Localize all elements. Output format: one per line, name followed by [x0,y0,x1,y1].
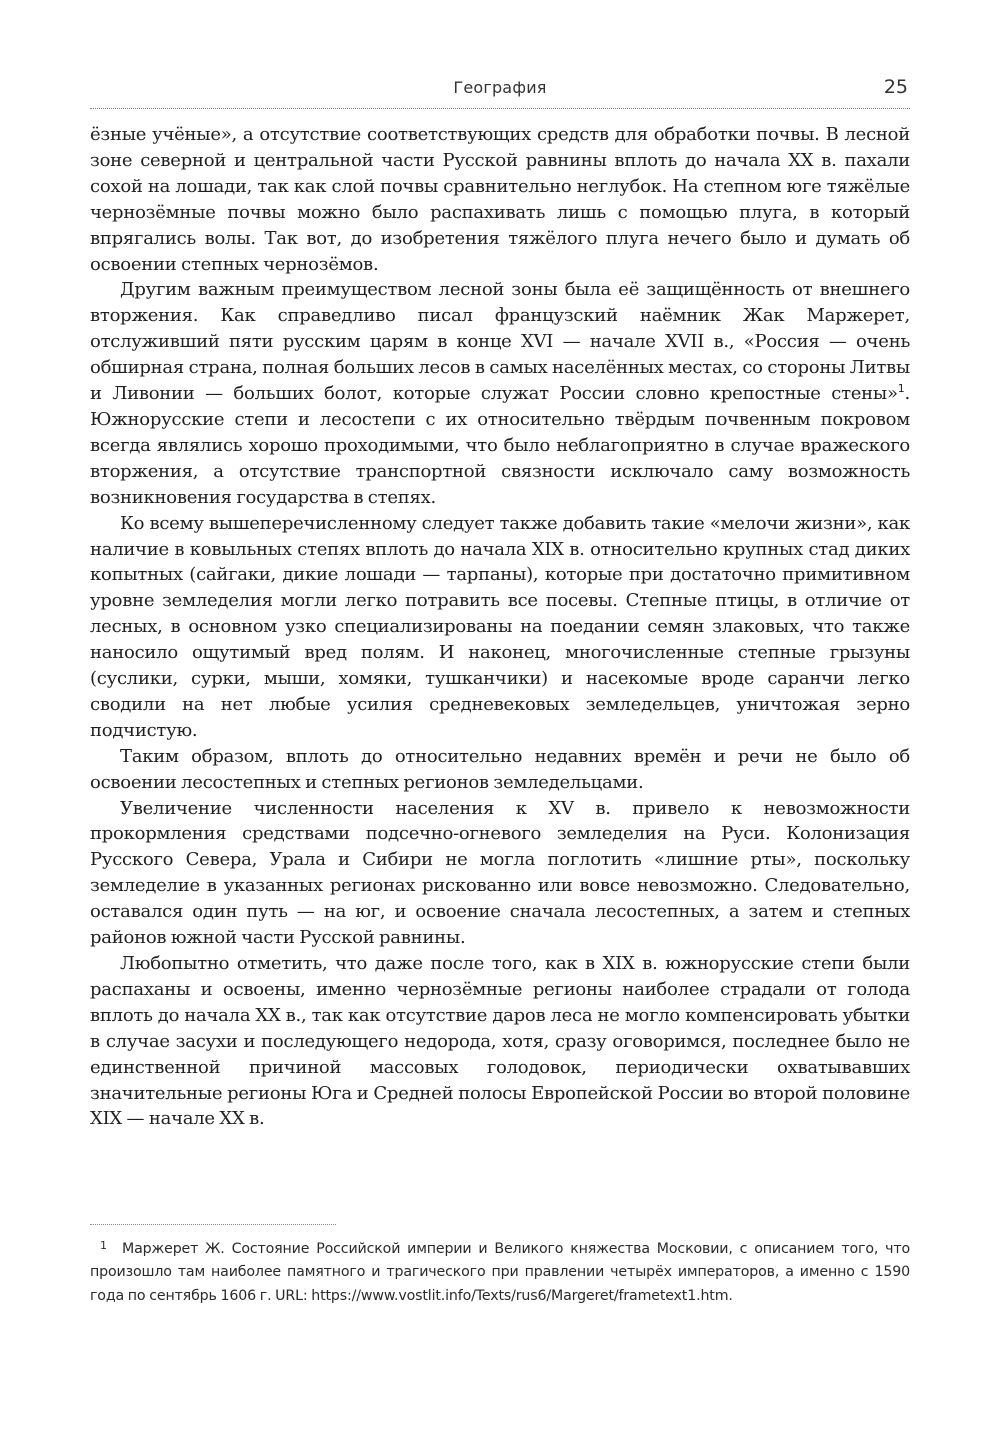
paragraph-text: . Южнорусские степи и лесостепи с их относительно твёрдым почвенным покровом всегда являлись хорошо проходимыми, что было неблагоприятно в случае вражеского вторжения, а отсутствие транспортной связности исключало саму возможность возникновения государства в степях. [90,383,910,508]
chapter-title: География [453,78,547,97]
paragraph: Ко всему вышеперечисленному следует также добавить такие «мелочи жизни», как наличие в ковыльных степях вплоть до начала XIX в. относительно крупных стад диких копытных (сайгаки, дикие лошади — тарпаны), которые при достаточно примитивном уровне земледелия могли легко потравить все посевы. Степные птицы, в отличие от лесных, в основном узко специализированы на поедании семян злаковых, что также наносило ощутимый вред полям. И наконец, многочисленные степные грызуны (суслики, сурки, мыши, хомяки, тушканчики) и насекомые вроде саранчи легко сводили на нет любые усилия средневековых земледельцев, уничтожая зерно подчистую. [90,512,910,741]
paragraph: Любопытно отметить, что даже после того, как в XIX в. южнорусские степи были распаханы и освоены, именно чернозёмные регионы наиболее страдали от голода вплоть до начала XX в., так как отсутствие даров леса не могло компенсировать убытки в случае засухи и последующего недорода, хотя, сразу оговоримся, последнее было не единственной причиной массовых голодовок, периодически охватывавших значительные регионы Юга и Средней полосы Европейской России во второй половине XIX — начале XX в. [90,953,910,1130]
footnote [90,1238,910,1308]
footnote-reference[interactable]: 1 [897,382,905,396]
book-page [90,0,910,1430]
footnote-text: Маржерет Ж. Состояние Российской империи и Великого княжества Московии, с описанием того, что произошло там наиболее памятного и трагического при правлении четырёх императоров, а именно с 1590 года по сентябрь 1606 г. URL: https://www.vostlit.info/Texts/rus6/Margeret/frametext1.htm. [90,1241,910,1304]
paragraph-text: Другим важным преимуществом лесной зоны была её защищённость от внешнего вторжения. Как справедливо писал французский наёмник Жак Маржерет, отслуживший пяти русским царям в конце XVI — начале XVII в., «Россия — очень обширная страна, полная больших лесов в самых населённых местах, со стороны Литвы и Ливонии — больших болот, которые служат России словно крепостные стены» [90,279,910,405]
paragraph [90,277,910,510]
paragraph: Увеличение численности населения к XV в. привело к невозможности прокормления средствами подсечно-огневого земледелия на Руси. Колонизация Русского Севера, Урала и Сибири не могла поглотить «лишние рты», поскольку земледелие в указанных регионах рискованно или вовсе невозможно. Следовательно, оставался один путь — на юг, и освоение сначала лесостепных, а затем и степных районов южной части Русской равнины. [90,797,910,949]
paragraph: ёзные учёные», а отсутствие соответствующих средств для обработки почвы. В лесной зоне северной и центральной части Русской равнины вплоть до начала XX в. пахали сохой на лошади, так как слой почвы сравнительно неглубок. На степном юге тяжёлые чернозёмные почвы можно было распахивать лишь с помощью плуга, в который впрягались волы. Так вот, до изобретения тяжёлого плуга нечего было и думать об освоении степных чернозёмов. [90,124,910,275]
footnote-divider [90,1224,336,1225]
paragraph: Таким образом, вплоть до относительно недавних времён и речи не было об освоении лесостепных и степных регионов земледельцами. [90,745,910,793]
page-number: 25 [883,76,908,98]
running-header [90,74,910,109]
main-text [90,122,910,1132]
footnote-marker: 1 [100,1239,107,1252]
